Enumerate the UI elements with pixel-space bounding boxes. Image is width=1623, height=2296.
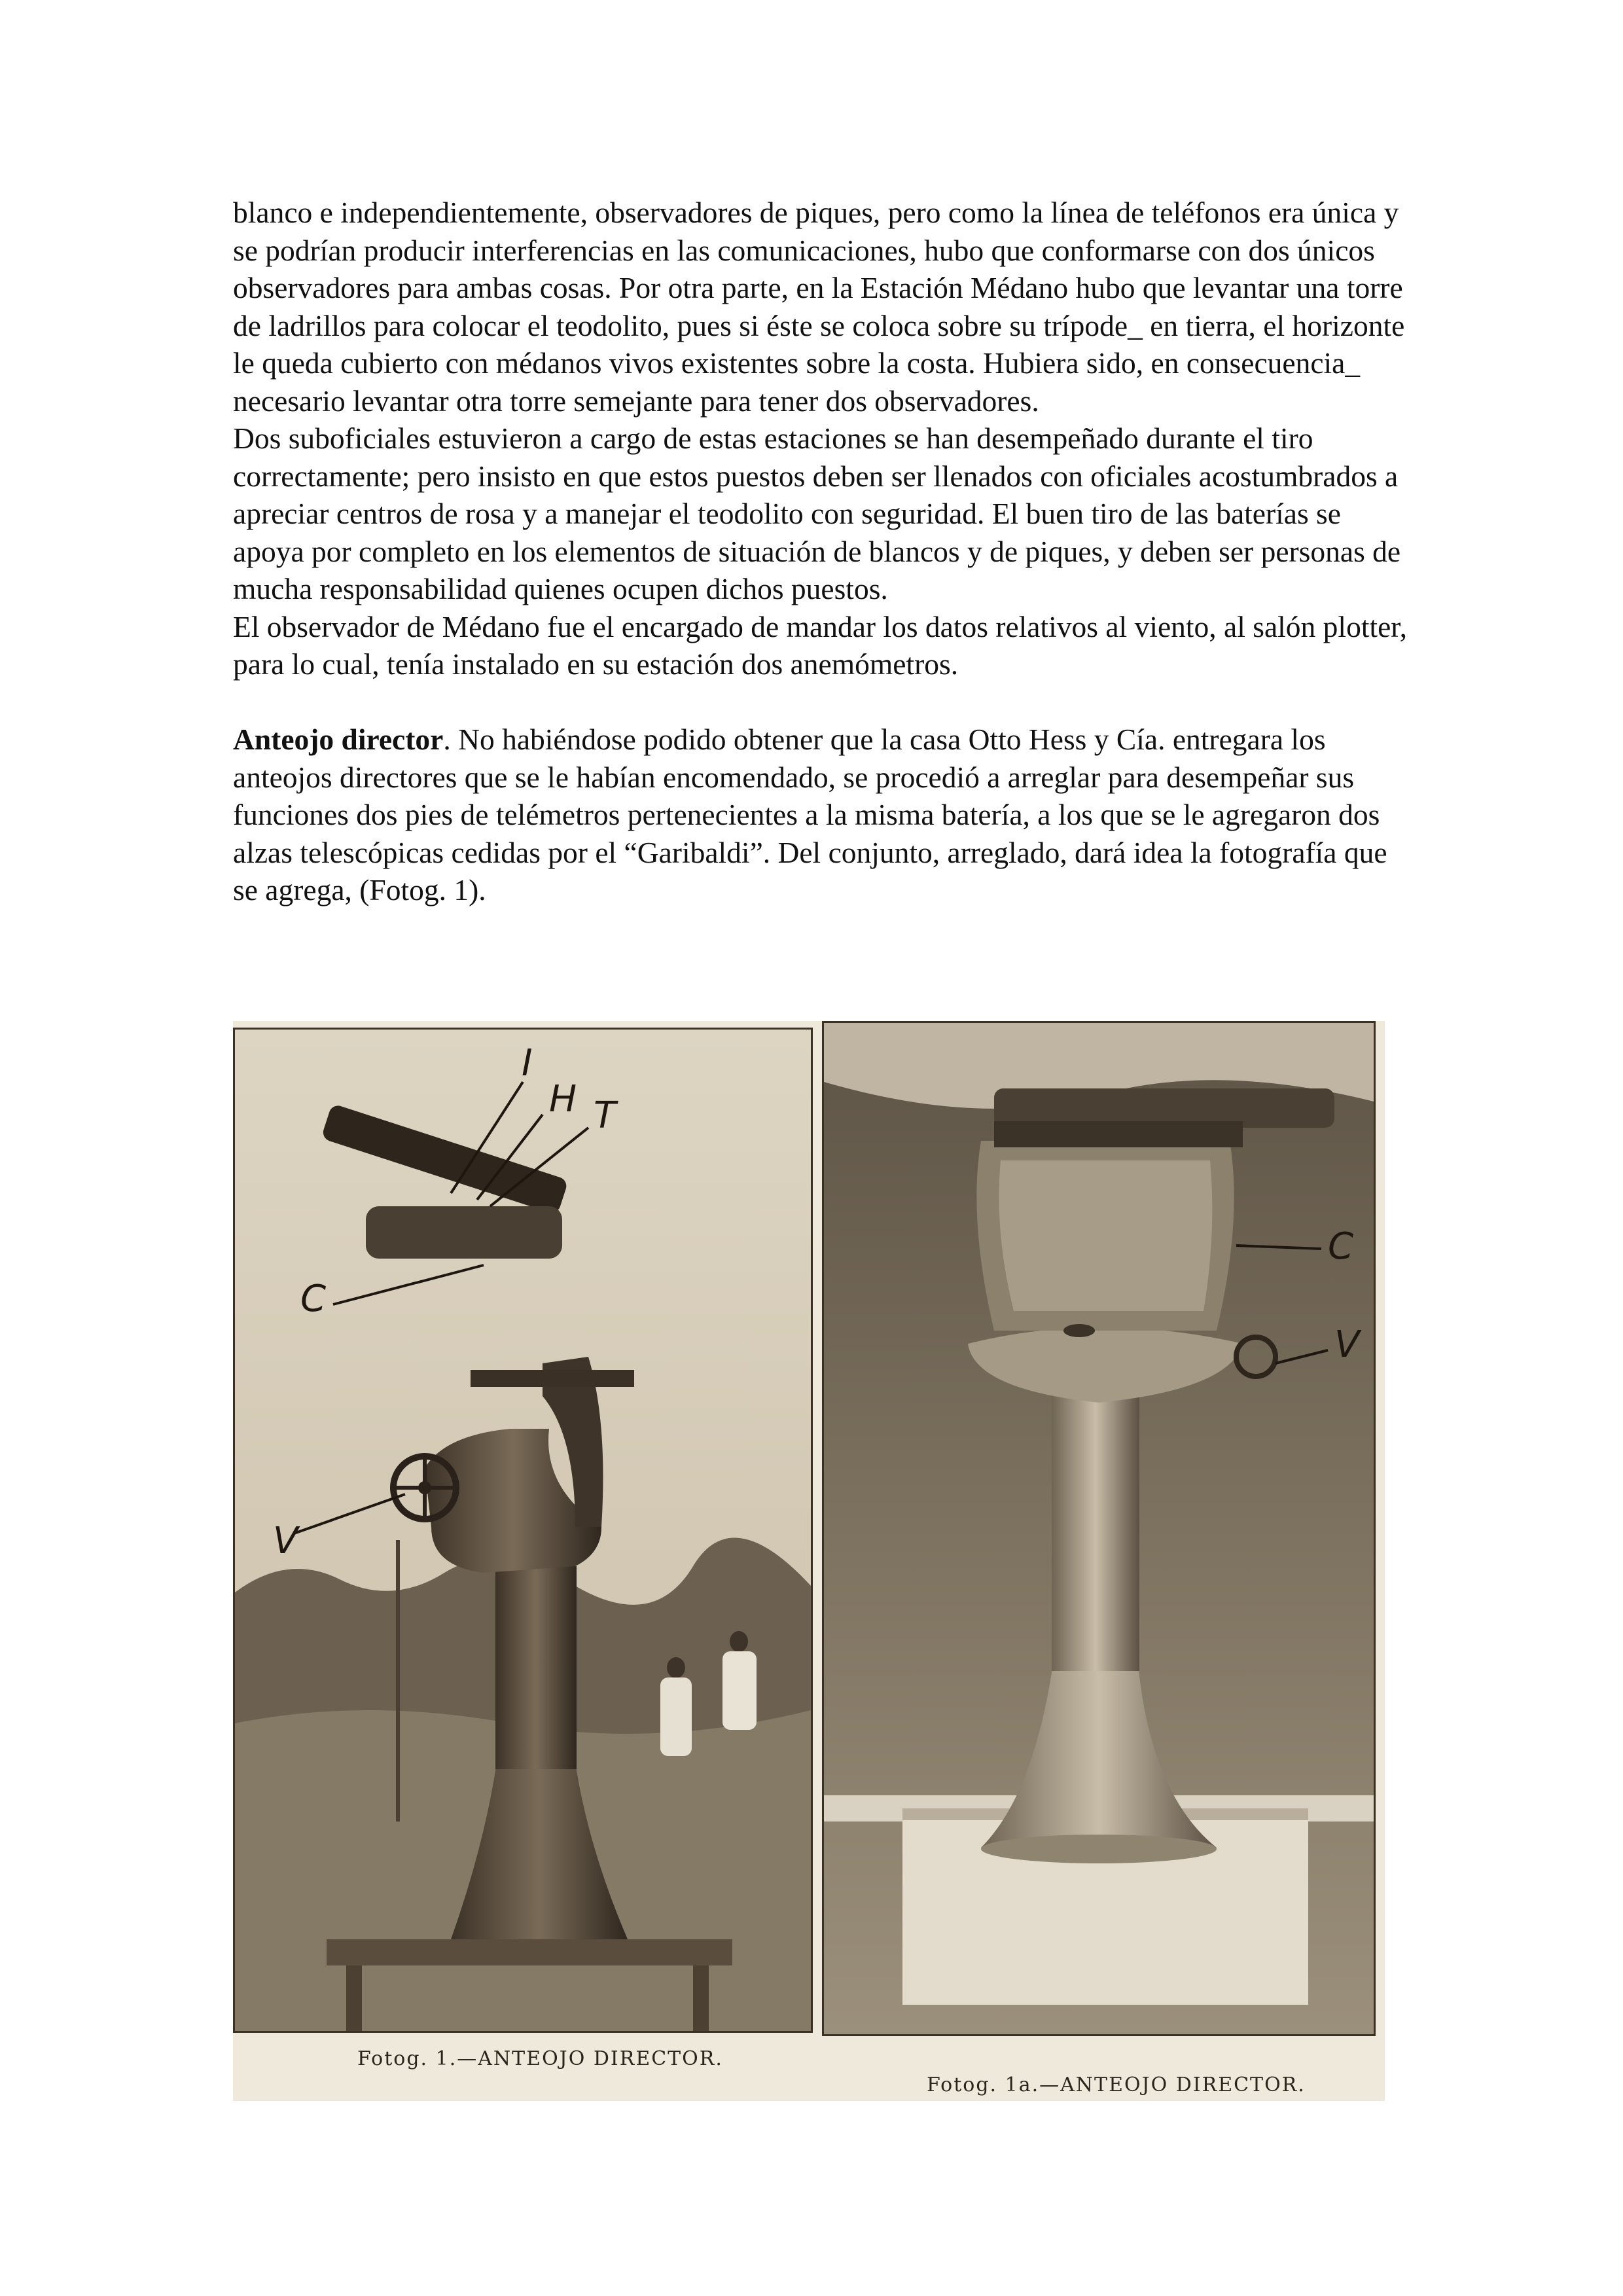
- label-i: I: [522, 1042, 533, 1085]
- section-text: . No habiéndose podido obtener que la casa Otto Hess y Cía. entregara los anteojos directores que se le habían encomendado, se procedió a arreglar para desempeñar sus funciones dos pies de telémetros pertenecientes a la misma batería, a los que se le agregaron dos alzas telescópicas cedidas por el “Garibaldi”. Del conjunto, arreglado, dará idea la fotografía que se agrega, (Fotog. 1).: [233, 723, 1387, 906]
- label-h: H: [549, 1078, 577, 1121]
- photo-2-caption: Fotog. 1a.—ANTEOJO DIRECTOR.: [927, 2073, 1306, 2096]
- label-v: V: [1334, 1323, 1360, 1366]
- photo-2-illustration: [824, 1023, 1374, 2034]
- photo-anteojo-director-1a: [822, 1021, 1376, 2036]
- label-t: T: [594, 1094, 616, 1137]
- section-paragraph: [233, 721, 1411, 909]
- label-c: C: [1328, 1225, 1354, 1268]
- figure-anteojo-director: [233, 1021, 1385, 2101]
- paragraph-1: blanco e independientemente, observadores de piques, pero como la línea de teléfonos era única y se podrían producir interferencias en las comunicaciones, hubo que conformarse con dos únicos observadores para ambas cosas. Por otra parte, en la Estación Médano hubo que levantar una torre de ladrillos para colocar el teodolito, pues si éste se coloca sobre su trípode_ en tierra, el horizonte le queda cubierto con médanos vivos existentes sobre la costa. Hubiera sido, en consecuencia_ necesario levantar otra torre semejante para tener dos observadores.: [233, 196, 1405, 418]
- photo-1-illustration: [235, 1030, 811, 2031]
- label-c: C: [300, 1278, 327, 1320]
- photo-anteojo-director-1: [233, 1028, 813, 2033]
- photo-1-caption: Fotog. 1.—ANTEOJO DIRECTOR.: [357, 2047, 723, 2070]
- section-heading: Anteojo director: [233, 723, 444, 756]
- label-v: V: [273, 1520, 298, 1562]
- paragraph-3: El observador de Médano fue el encargado de mandar los datos relativos al viento, al salón plotter, para lo cual, tenía instalado en su estación dos anemómetros.: [233, 609, 1408, 681]
- paragraph-2: Dos suboficiales estuvieron a cargo de estas estaciones se han desempeñado durante el tiro correctamente; pero insisto en que estos puestos deben ser llenados con oficiales acostumbrados a apreciar centros de rosa y a manejar el teodolito con seguridad. El buen tiro de las baterías se apoya por completo en los elementos de situación de blancos y de piques, y deben ser personas de mucha responsabilidad quienes ocupen dichos puestos.: [233, 422, 1401, 605]
- body-text: [233, 194, 1411, 909]
